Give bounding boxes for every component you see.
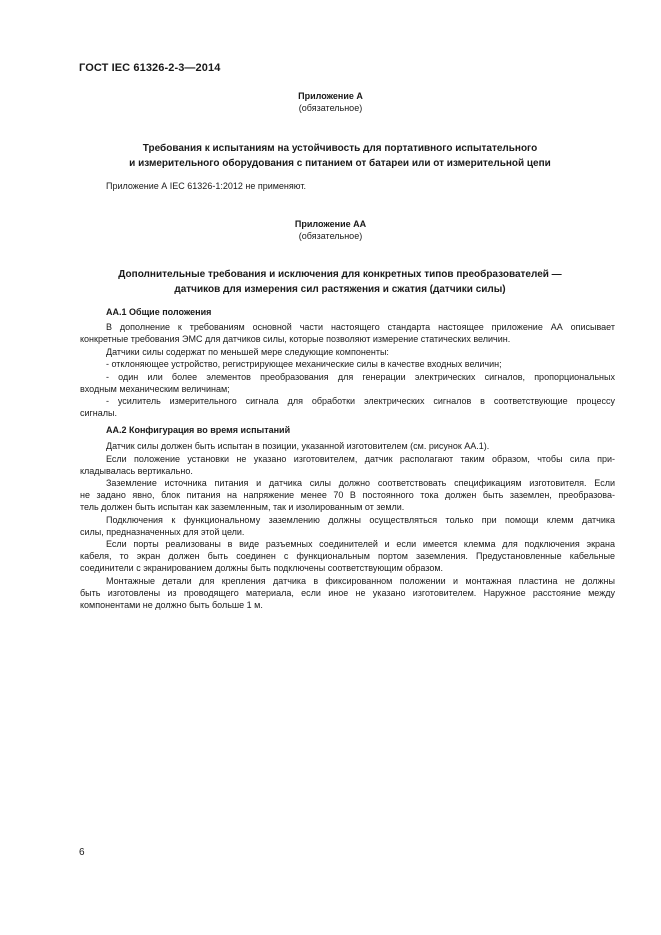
paragraph-line: силы, предназначенных для этой цели.	[80, 527, 245, 537]
list-item: - один или более элементов преобразования для генерации электрических сигналов, пропорциональных	[106, 372, 615, 382]
paragraph-line: входным механическим величинам;	[80, 384, 230, 394]
paragraph-line: компонентами не должно быть больше 1 м.	[80, 600, 263, 610]
annex-a-heading	[0, 90, 661, 114]
paragraph-line: сигналы.	[80, 408, 118, 418]
paragraph-line: Заземление источника питания и датчика силы должно соответствовать спецификациям изготовителя. Если	[106, 478, 615, 488]
paragraph-line: Монтажные детали для крепления датчика в фиксированном положении и монтажная пластина не должны	[106, 576, 615, 586]
page-number: 6	[79, 847, 85, 858]
paragraph-line: Если положение установки не указано изготовителем, датчик располагают таким образом, чтобы сила при-	[106, 454, 615, 464]
list-item: - усилитель измерительного сигнала для обработки электрических сигналов в соответствующие процессу	[106, 396, 615, 406]
paragraph-line: Если порты реализованы в виде разъемных соединителей и если имеется клемма для подключения экрана	[106, 539, 615, 549]
paragraph-line: конкретные требования ЭМС для датчиков силы, которые позволяют измерение статических величин.	[80, 334, 511, 344]
list-item: - отклоняющее устройство, регистрирующее механические силы в качестве входных величин;	[106, 359, 502, 369]
annex-a-title	[90, 141, 590, 171]
paragraph-line: быть изготовлены из проводящего материала, если иное не указано изготовителем. Наружное расстояние между	[80, 588, 615, 598]
annex-aa-heading	[0, 218, 661, 242]
paragraph-line: не задано явно, блок питания на напряжение менее 70 В постоянного тока должен быть заземлен, преобразова-	[80, 490, 615, 500]
paragraph-line: соединители с экранированием должны быть подключены соответствующим образом.	[80, 563, 444, 573]
paragraph-line: Датчики силы содержат по меньшей мере следующие компоненты:	[106, 347, 389, 357]
section-heading: АА.1 Общие положения	[106, 307, 212, 317]
paragraph-line: Датчик силы должен быть испытан в позиции, указанной изготовителем (см. рисунок АА.1).	[106, 441, 490, 451]
paragraph-line: кабеля, то экран должен быть соединен с функциональным портом заземления. Предустановленные кабельные	[80, 551, 615, 561]
paragraph-line: Подключения к функциональному заземлению должны осуществляться только при помощи клемм датчика	[106, 515, 615, 525]
paragraph-line: В дополнение к требованиям основной части настоящего стандарта настоящее приложение АА описывает	[106, 322, 615, 332]
annex-aa-title-line: Дополнительные требования и исключения для конкретных типов преобразователей —	[118, 269, 562, 280]
annex-aa-status: (обязательное)	[298, 231, 363, 241]
annex-aa-label: Приложение АА	[294, 219, 367, 229]
annex-aa-title-line: датчиков для измерения сил растяжения и сжатия (датчики силы)	[174, 284, 506, 295]
annex-a-label: Приложение А	[298, 91, 363, 101]
annex-a-text: Приложение А IEC 61326-1:2012 не применяют.	[106, 181, 306, 191]
annex-aa-title	[90, 267, 590, 297]
annex-a-status: (обязательное)	[298, 103, 363, 113]
section-heading: АА.2 Конфигурация во время испытаний	[106, 425, 291, 435]
paragraph-line: тель должен быть испытан как заземленным, так и изолированным от земли.	[80, 502, 405, 512]
annex-a-title-line: и измерительного оборудования с питанием от батареи или от измерительной цепи	[129, 158, 551, 169]
standard-code: ГОСТ IEC 61326-2-3—2014	[79, 62, 221, 74]
paragraph-line: кладывалась вертикально.	[80, 466, 193, 476]
annex-a-title-line: Требования к испытаниям на устойчивость для портативного испытательного	[142, 143, 538, 154]
